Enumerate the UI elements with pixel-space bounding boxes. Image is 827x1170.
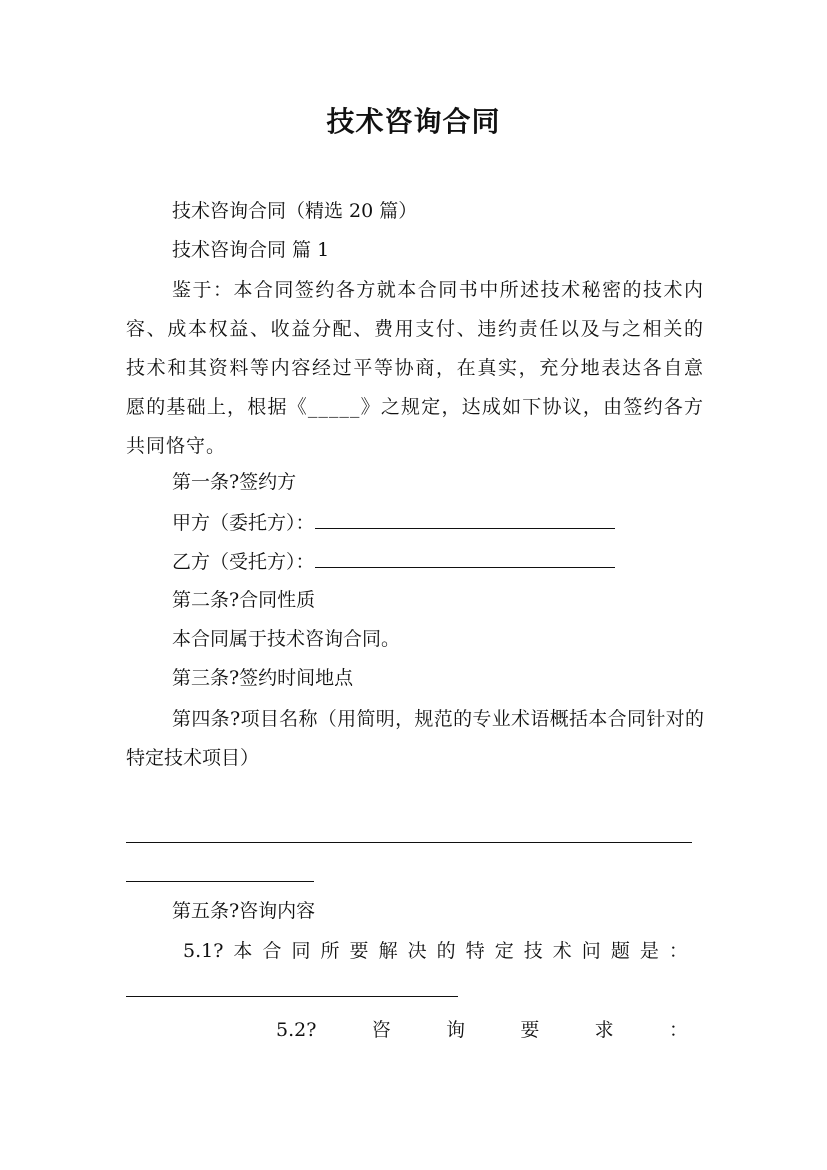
clause-5-2-char: 咨	[371, 1019, 391, 1041]
article-2-title: 第二条?合同性质	[172, 589, 316, 611]
clause-5-2-char: 询	[446, 1019, 466, 1041]
clause-5-1-char: 解	[378, 940, 398, 962]
party-b-label: 乙方（受托方）：	[172, 551, 315, 573]
clause-5-2-char: ：	[668, 1019, 688, 1041]
document-title: 技术咨询合同	[326, 105, 501, 138]
clause-5-2-char: 要	[520, 1019, 540, 1041]
clause-5-1-char: 技	[523, 940, 543, 962]
document-subtitle: 技术咨询合同（精选 20 篇）	[172, 200, 418, 222]
clause-5-1-blank-line	[126, 996, 458, 997]
clause-5-1-char: ：	[668, 940, 688, 962]
party-a-row	[172, 510, 615, 535]
clause-5-1	[183, 939, 688, 963]
clause-5-1-char: 术	[552, 940, 572, 962]
project-name-blank-line-1	[126, 842, 692, 843]
section-heading: 技术咨询合同 篇 1	[172, 239, 330, 261]
article-2-text: 本合同属于技术咨询合同。	[172, 628, 401, 650]
clause-5-2-number: 5.2?	[276, 1019, 317, 1041]
clause-5-2-char: 求	[594, 1019, 614, 1041]
clause-5-1-char: 题	[610, 940, 630, 962]
clause-5-1-char: 本	[233, 940, 253, 962]
clause-5-1-char: 要	[349, 940, 369, 962]
clause-5-1-char: 合	[262, 940, 282, 962]
party-b-row	[172, 549, 615, 574]
clause-5-1-char: 同	[291, 940, 311, 962]
clause-5-1-char: 是	[639, 940, 659, 962]
party-a-label: 甲方（委托方）：	[172, 512, 315, 534]
clause-5-1-char: 定	[494, 940, 514, 962]
clause-5-1-char: 所	[320, 940, 340, 962]
clause-5-1-char: 决	[407, 940, 427, 962]
article-4-paragraph: 第四条?项目名称（用简明，规范的专业术语概括本合同针对的特定技术项目）	[126, 708, 704, 769]
article-1-title: 第一条?签约方	[172, 471, 297, 493]
article-5-title: 第五条?咨询内容	[172, 900, 316, 922]
preamble-paragraph: 鉴于：本合同签约各方就本合同书中所述技术秘密的技术内容、成本权益、收益分配、费用支付、违约责任以及与之相关的技术和其资料等内容经过平等协商，在真实，充分地表达各自意愿的基础上，根据《_____》之规定，达成如下协议，由签约各方共同恪守。	[126, 279, 704, 457]
clause-5-1-char: 特	[465, 940, 485, 962]
project-name-blank-line-2	[126, 881, 314, 882]
clause-5-1-char: 问	[581, 940, 601, 962]
party-b-blank	[315, 549, 615, 568]
party-a-blank	[315, 510, 615, 529]
clause-5-1-number: 5.1?	[183, 940, 224, 962]
clause-5-1-char: 的	[436, 940, 456, 962]
clause-5-2	[276, 1018, 688, 1042]
article-3-title: 第三条?签约时间地点	[172, 667, 354, 689]
